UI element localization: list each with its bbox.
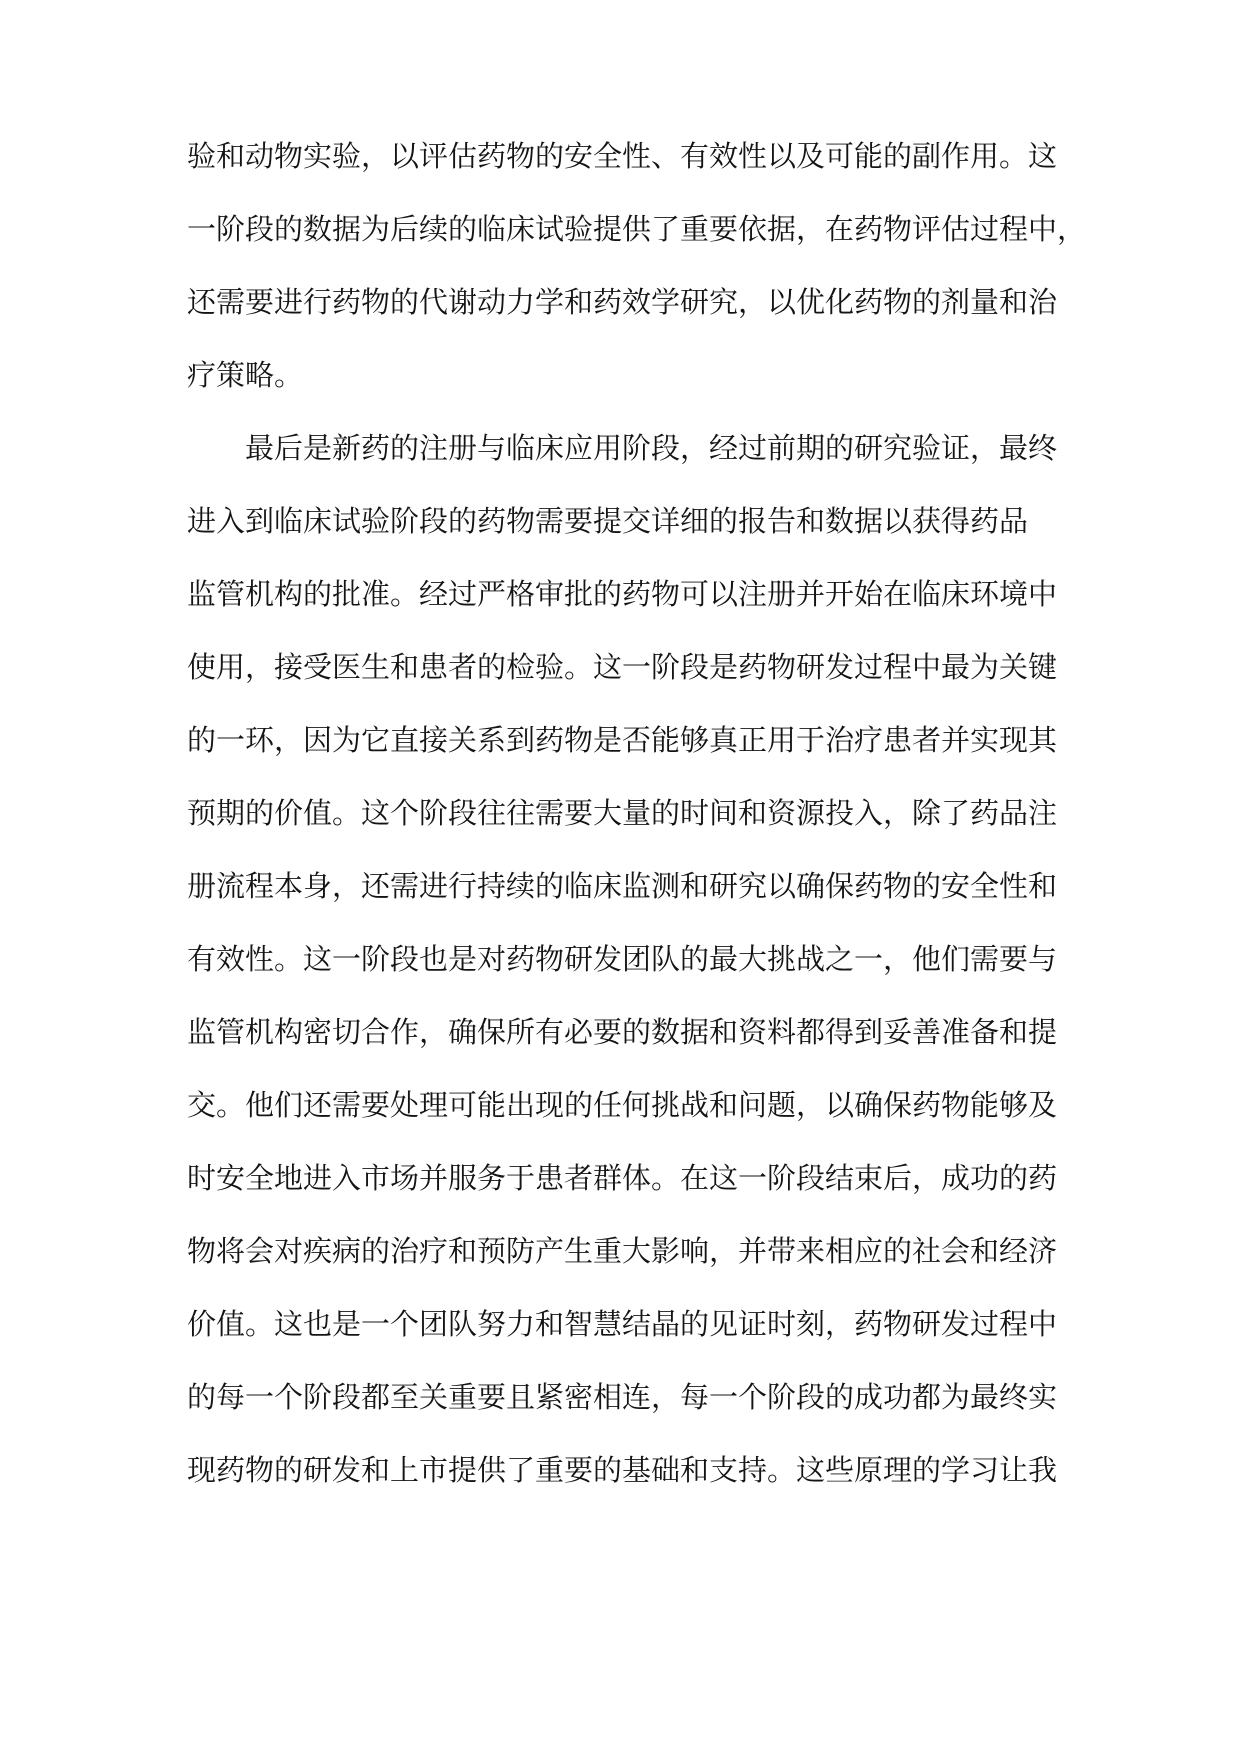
text-line: 一阶段的数据为后续的临床试验提供了重要依据，在药物评估过程中，	[187, 212, 1087, 246]
text-line: 的一环，因为它直接关系到药物是否能够真正用于治疗患者并实现其	[187, 723, 1058, 757]
text-line: 有效性。这一阶段也是对药物研发团队的最大挑战之一，他们需要与	[187, 942, 1058, 976]
text-line: 监管机构密切合作，确保所有必要的数据和资料都得到妥善准备和提	[187, 1015, 1058, 1049]
text-line: 价值。这也是一个团队努力和智慧结晶的见证时刻，药物研发过程中	[187, 1307, 1058, 1341]
text-line: 预期的价值。这个阶段往往需要大量的时间和资源投入，除了药品注	[187, 796, 1058, 830]
text-line: 使用，接受医生和患者的检验。这一阶段是药物研发过程中最为关键	[187, 650, 1058, 684]
text-line: 交。他们还需要处理可能出现的任何挑战和问题，以确保药物能够及	[187, 1088, 1058, 1122]
text-line: 物将会对疾病的治疗和预防产生重大影响，并带来相应的社会和经济	[187, 1234, 1058, 1268]
text-line: 疗策略。	[187, 358, 304, 392]
text-line: 进入到临床试验阶段的药物需要提交详细的报告和数据以获得药品	[187, 504, 1029, 538]
text-line: 监管机构的批准。经过严格审批的药物可以注册并开始在临床环境中	[187, 577, 1058, 611]
text-line: 最后是新药的注册与临床应用阶段，经过前期的研究验证，最终	[245, 431, 1058, 465]
text-line: 的每一个阶段都至关重要且紧密相连，每一个阶段的成功都为最终实	[187, 1380, 1058, 1414]
text-line: 现药物的研发和上市提供了重要的基础和支持。这些原理的学习让我	[187, 1453, 1058, 1487]
text-line: 时安全地进入市场并服务于患者群体。在这一阶段结束后，成功的药	[187, 1161, 1058, 1195]
text-line: 验和动物实验，以评估药物的安全性、有效性以及可能的副作用。这	[187, 139, 1058, 173]
text-line: 还需要进行药物的代谢动力学和药效学研究，以优化药物的剂量和治	[187, 285, 1058, 319]
text-line: 册流程本身，还需进行持续的临床监测和研究以确保药物的安全性和	[187, 869, 1058, 903]
